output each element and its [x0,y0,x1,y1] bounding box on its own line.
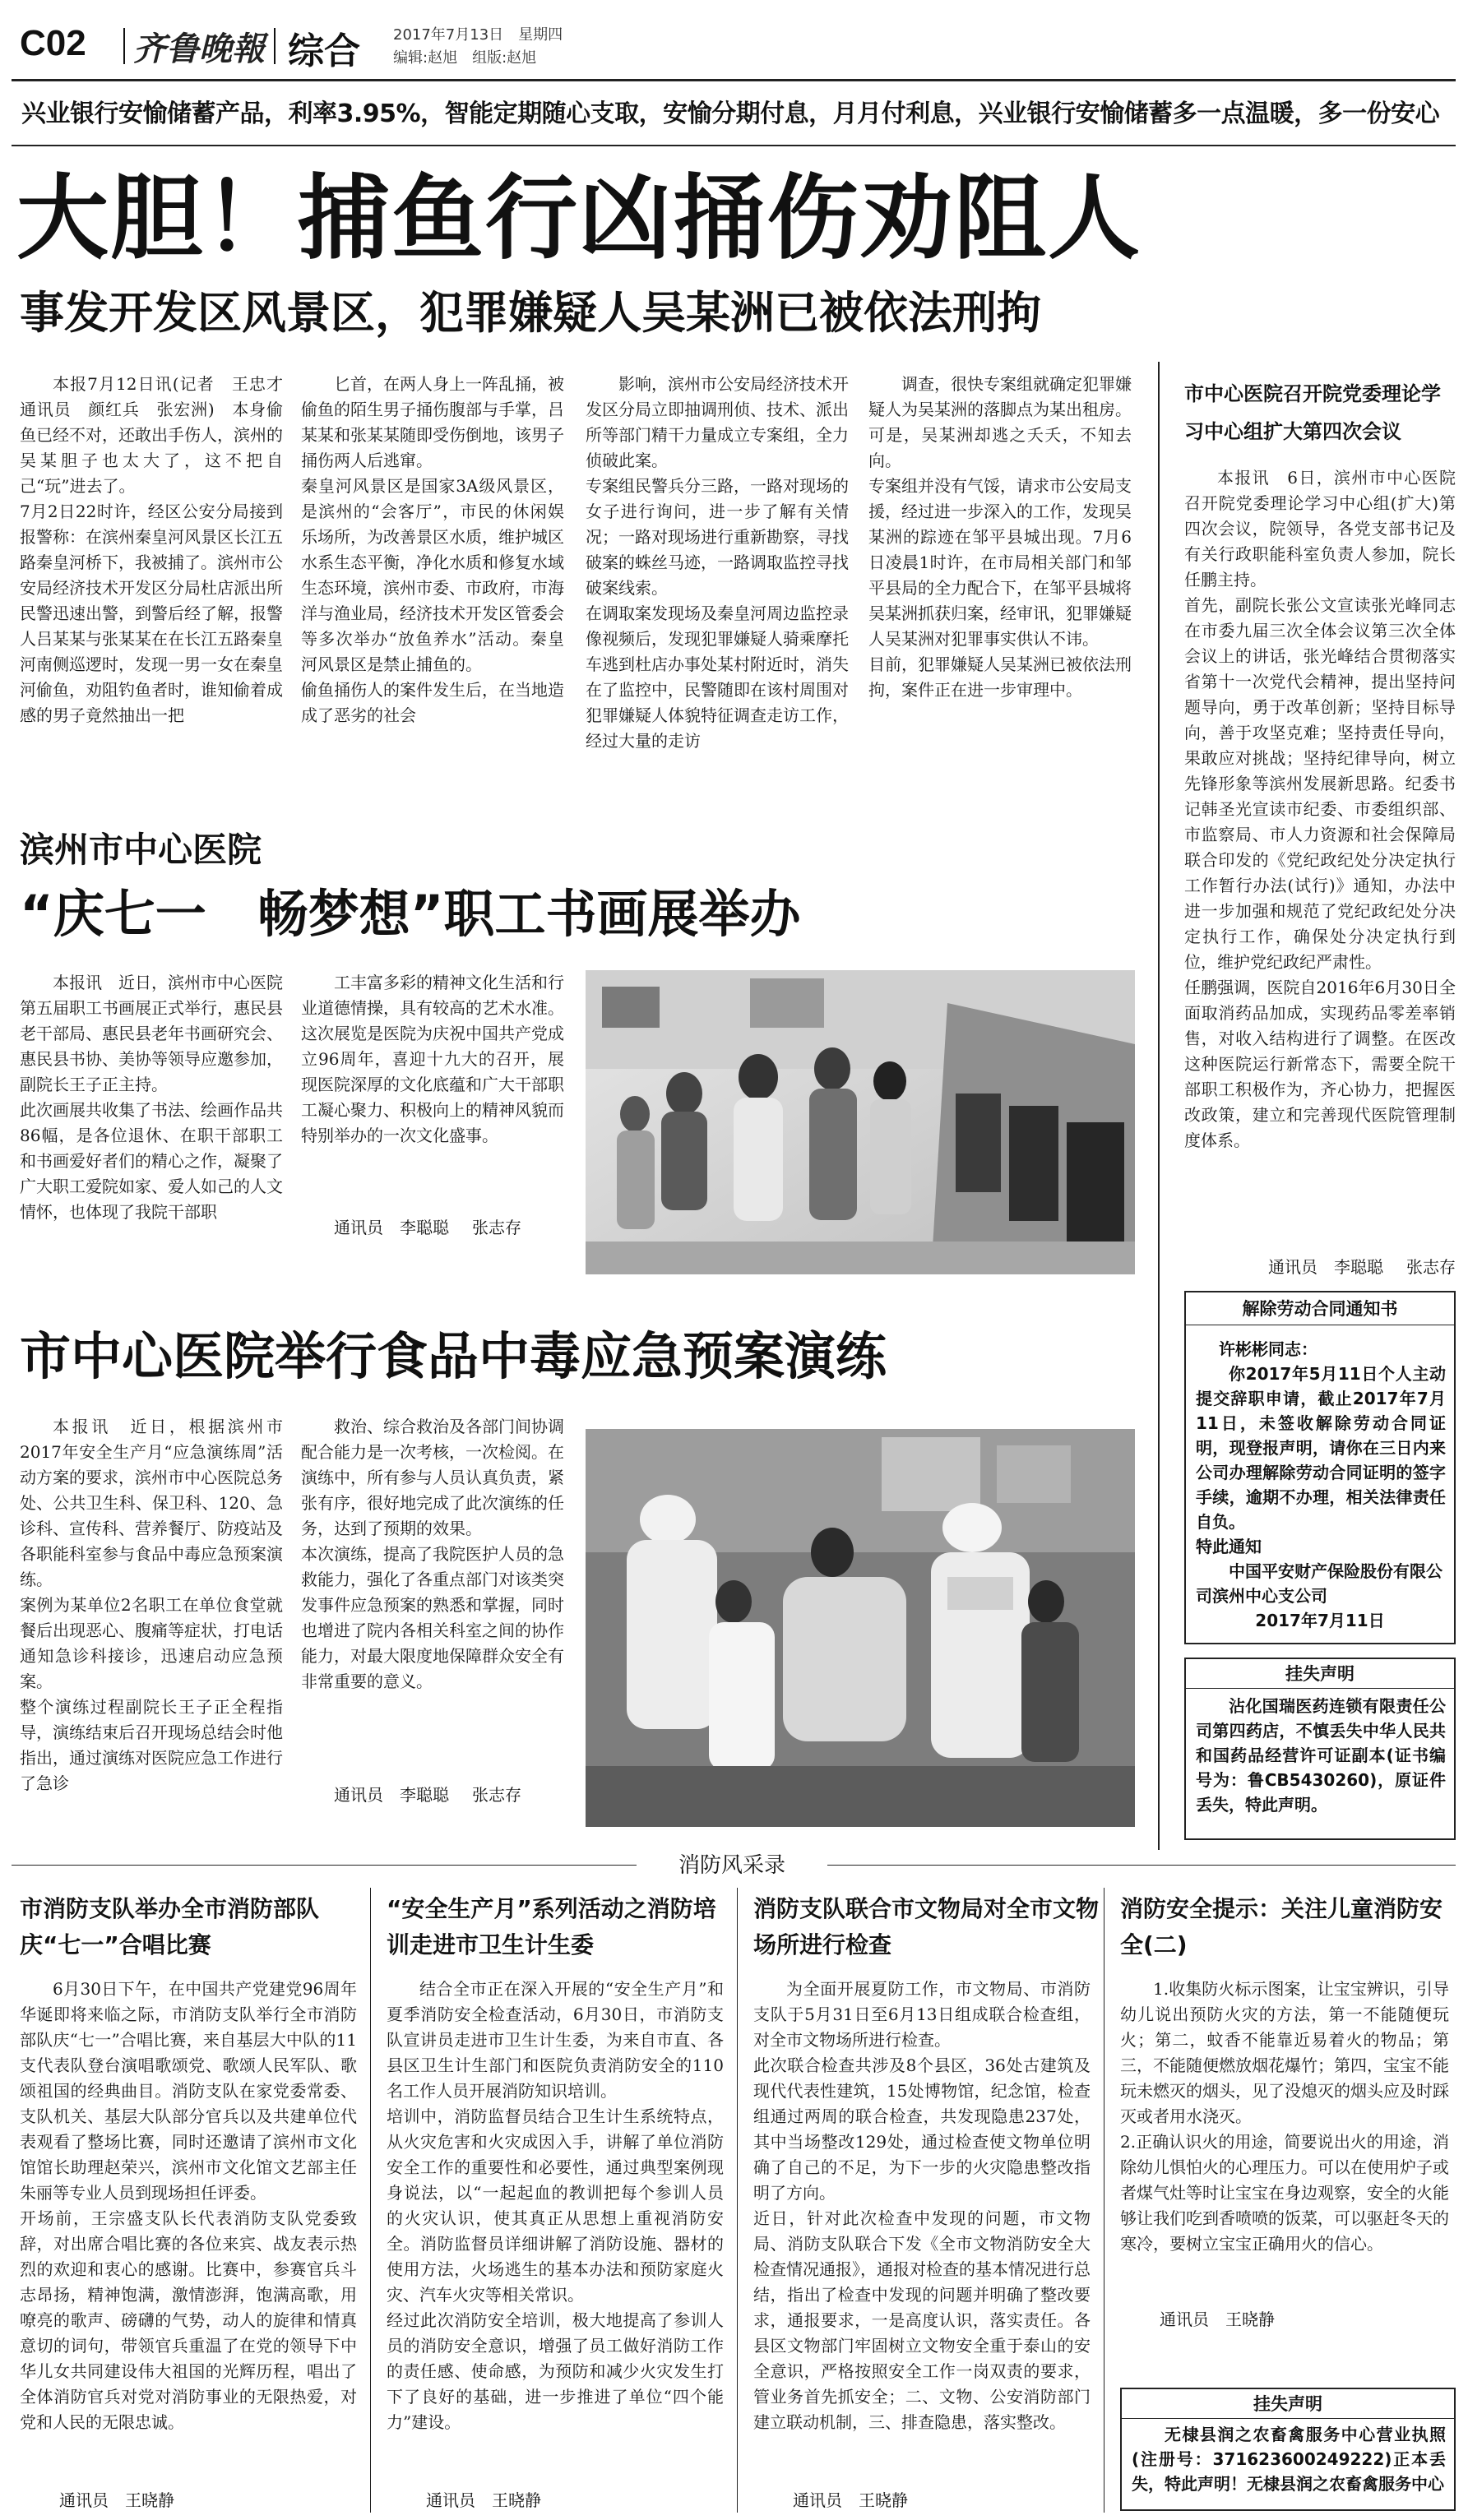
lead-col-3: 影响，滨州市公安局经济技术开发区分局立即抽调刑侦、技术、派出所等部门精干力量成立专案组，全力侦破此案。 专案组民警兵分三路，一路对现场的女子进行询问，进一步了解有关情况；一路对现场进行重新勘察，寻找破案的蛛丝马迹，一路调取监控寻找破案线索。 在调取案发现场及秦皇河周边监控录像视频后，发现犯罪嫌疑人骑乘摩托车逃到杜店办事处某村附近时，消失在了监控中，民警随即在该村周围对犯罪嫌疑人体貌特征调查走访工作，经过大量的走访 [586,374,849,751]
fire-section-rule-left [12,1865,637,1866]
fire-article-3-credit: 通讯员 王晓静 [793,2490,908,2510]
sidebar-rule [1158,362,1160,1850]
fire-article-4-credit: 通讯员 王晓静 [1160,2310,1275,2329]
credit-reporter-2: 张志存 [1406,1257,1456,1277]
lead-subhead: 事发开发区风景区，犯罪嫌疑人吴某洲已被依法刑拘 [20,287,1041,339]
art2-col-1: 本报讯 近日，滨州市中心医院第五届职工书画展正式举行，惠民县老干部局、惠民县老年书画研究会、惠民县书协、美协等领导应邀参加，副院长王子正主持。 此次画展共收集了书法、绘画作品共86幅，是各位退休、在职干部职工和书画爱好者们的精心之作，凝聚了广大职工爱院如家、爱人如己的人文情怀，也体现了我院干部职 [20,973,283,1222]
issue-date: 2017年7月13日 星期四 [393,26,563,44]
contract-notice-company: 中国平安财产保险股份有限公司滨州中心支公司 [1196,1561,1443,1606]
exhibition-photo [586,970,1135,1274]
masthead-rule [12,79,1456,81]
masthead-divider-2 [274,28,276,64]
side1-title: 市中心医院召开院党委理论学习中心组扩大第四次会议 [1184,382,1441,443]
contract-notice-body: 你2017年5月11日个人主动提交辞职申请，截止2017年7月11日，未签收解除劳动合同证明，现登报声明，请你在三日内来公司办理解除劳动合同证明的签字手续，逾期不办理，相关法律责任自负。 [1196,1364,1446,1532]
loss-notice-2-body: 无棣县润之农畜禽服务中心营业执照(注册号：371623600249222)正本丢失，特此声明！无棣县润之农畜禽服务中心 [1132,2425,1446,2494]
fire-article-1-credit: 通讯员 王晓静 [59,2490,174,2510]
contract-notice-title: 解除劳动合同通知书 [1186,1292,1454,1325]
editors: 编辑:赵旭 组版:赵旭 [393,49,537,67]
art2-credit [301,1215,564,1265]
masthead-divider [123,28,125,64]
fire-article-4-title: 消防安全提示：关注儿童消防安全(二) [1120,1895,1443,1958]
credit-reporter-2: 张志存 [472,1218,521,1237]
contract-notice-salutation: 许彬彬同志： [1219,1339,1317,1359]
side1-body: 本报讯 6日，滨州市中心医院召开院党委理论学习中心组(扩大)第四次会议，院领导，各党支部书记及有关行政职能科室负责人参加，院长任鹏主持。 首先，副院长张公文宣读张光峰同志在市委九届三次全体会议第三次全体会议上的讲话，张光峰结合贯彻落实省第十一次党代会精神，提出坚持问题导向，勇于改革创新；坚持目标导向，善于攻坚克难；坚持责任导向，果敢应对挑战；坚持纪律导向，树立先锋形象等滨州发展新思路。纪委书记韩圣光宣读市纪委、市委组织部、市监察局、市人力资源和社会保障局联合印发的《党纪政纪处分决定执行工作暂行办法(试行)》通知，办法中进一步加强和规范了党纪政纪处分决定执行工作，确保处分决定执行到位，维护党纪政纪严肃性。 任鹏强调，医院自2016年6月30日全面取消药品加成，实现药品零差率销售，对收入结构进行了调整。在医改这种医院运行新常态下，需要全院干部职工积极作为，齐心协力，把握医改政策，建立和完善现代医院管理制度体系。 [1184,468,1456,1150]
art3-col-1: 本报讯 近日，根据滨州市2017年安全生产月“应急演练周”活动方案的要求，滨州市中心医院总务处、公共卫生科、保卫科、120、急诊科、宣传科、营养餐厅、防疫站及各职能科室参与食品中毒应急预案演练。 案例为某单位2名职工在单位食堂就餐后出现恶心、腹痛等症状，打电话通知急诊科接诊，迅速启动应急预案。 整个演练过程副院长王子正全程指导，演练结束后召开现场总结会时他指出，通过演练对医院应急工作进行了急诊 [20,1417,283,1793]
credit-reporter: 通讯员 李聪聪 [1268,1257,1383,1277]
fire-article-3-body: 为全面开展夏防工作，市文物局、市消防支队于5月31日至6月13日组成联合检查组，对全市文物场所进行检查。 此次联合检查共涉及8个县区，36处古建筑及现代代表性建筑，15处博物馆，纪念馆，检查组通过两周的联合检查，共发现隐患237处，其中当场整改129处，通过检查使文物单位明确了自己的不足，为下一步的火灾隐患整改指明了方向。 近日，针对此次检查中发现的问题，市文物局、消防支队联合下发《全市文物消防安全大检查情况通报》，通报对检查的基本情况进行总结，指出了检查中发现的问题并明确了整改要求，通报要求，一是高度认识，落实责任。各县区文物部门牢固树立文物安全重于泰山的安全意识，严格按照安全工作一岗双责的要求，管业务首先抓安全；二、文物、公安消防部门建立联动机制，三、排查隐患，落实整改。 [753,1979,1091,2432]
lead-col-4: 调查，很快专案组就确定犯罪嫌疑人为吴某洲的落脚点为某出租房。可是，吴某洲却逃之夭夭，不知去向。 专案组并没有气馁，请求市公安局支援，经过进一步深入的工作，发现吴某洲的踪迹在邹平县城出现。7月6日凌晨1时许，在市局相关部门和邹平县局的全力配合下，在邹平县城将吴某洲抓获归案，经审讯，犯罪嫌疑人吴某洲对犯罪事实供认不讳。 目前，犯罪嫌疑人吴某洲已被依法刑拘，案件正在进一步审理中。 [868,374,1132,700]
paper-logo: 齐鲁晚報 [133,30,265,68]
fire-col-rule-1 [370,1888,371,2513]
credit-reporter-2: 张志存 [472,1785,521,1805]
section-name: 综合 [288,30,360,72]
contract-notice-date: 2017年7月11日 [1255,1611,1385,1630]
lead-col-1: 本报7月12日讯(记者 王忠才 通讯员 颜红兵 张宏洲) 本身偷鱼已经不对，还敢出手伤人，滨州的吴某胆子也太大了，这不把自己“玩”进去了。 7月2日22时许，经区公安分局接到报警称：在滨州秦皇河风景区长江五路秦皇河桥下，我被捕了。滨州市公安局经济技术开发区分局杜店派出所民警迅速出警，到警后经了解，报警人吕某某与张某某在在长江五路秦皇河南侧巡逻时，发现一男一女在秦皇河偷鱼，劝阻钓鱼者时，谁知偷着成感的男子竟然抽出一把 [20,374,283,725]
fire-article-2-title: “安全生产月”系列活动之消防培训走进市卫生计生委 [387,1895,716,1958]
loss-notice-2 [1120,2388,1456,2511]
fire-section-label: 消防风采录 [678,1853,785,1878]
art3-headline: 市中心医院举行食品中毒应急预案演练 [20,1326,887,1386]
loss-notice-1 [1184,1658,1456,1840]
exhibition-photo-image [586,970,1135,1274]
credit-reporter: 通讯员 李聪聪 [334,1785,449,1805]
loss-notice-2-title: 挂失声明 [1122,2389,1454,2419]
art2-col-2: 工丰富多彩的精神文化生活和行业道德情操，具有较高的艺术水准。 这次展览是医院为庆祝中国共产党成立96周年，喜迎十九大的召开，展现医院深厚的文化底蕴和广大干部职工凝心聚力、积极向上的精神风貌而特别举办的一次文化盛事。 [301,973,564,1145]
banner-rule [12,145,1456,146]
fire-article-2-body: 结合全市正在深入开展的“安全生产月”和夏季消防安全检查活动，6月30日，市消防支队宣讲员走进市卫生计生委，为来自市直、各县区卫生计生部门和医院负责消防安全的110名工作人员开展消防知识培训。 培训中，消防监督员结合卫生计生系统特点，从火灾危害和火灾成因入手，讲解了单位消防安全工作的重要性和必要性，通过典型案例现身说法，以“一起起血的教训把每个参训人员的火灾认识，使其真正从思想上重视消防安全。消防监督员详细讲解了消防设施、器材的使用方法，火场逃生的基本办法和预防家庭火灾、汽车火灾等相关常识。 经过此次消防安全培训，极大地提高了参训人员的消防安全意识，增强了员工做好消防工作的责任感、使命感，为预防和减少火灾发生打下了良好的基础，进一步推进了单位“四个能力”建设。 [387,1979,724,2432]
fire-article-3-title: 消防支队联合市文物局对全市文物场所进行检查 [753,1895,1100,1958]
loss-notice-1-body: 沾化国瑞医药连锁有限责任公司第四药店，不慎丢失中华人民共和国药品经营许可证副本(证书编号为：鲁CB5430260)，原证件丢失，特此声明。 [1196,1696,1446,1815]
drill-photo [586,1429,1135,1827]
contract-notice [1184,1291,1456,1644]
art2-headline: “庆七一 畅梦想”职工书画展举办 [20,884,801,944]
page-number: C02 [20,23,86,63]
contract-notice-closing: 特此通知 [1196,1537,1262,1556]
lead-col-2: 匕首，在两人身上一阵乱捅，被偷鱼的陌生男子捅伤腹部与手掌，吕某某和张某某随即受伤倒地，该男子捅伤两人后逃窜。 秦皇河风景区是国家3A级风景区，是滨州的“会客厅”，市民的休闲娱乐场所，为改善景区水质，维护城区水系生态平衡，净化水质和修复水域生态环境，滨州市委、市政府，市海洋与渔业局，经济技术开发区管委会等多次举办“放鱼养水”活动。秦皇河风景区是禁止捕鱼的。 偷鱼捅伤人的案件发生后，在当地造成了恶劣的社会 [301,374,564,725]
fire-section-rule-right [827,1865,1456,1866]
fire-article-1-body: 6月30日下午，在中国共产党建党96周年华诞即将来临之际，市消防支队举行全市消防部队庆“七一”合唱比赛，来自基层大中队的11支代表队登台演唱歌颂党、歌颂人民军队、歌颂祖国的经典曲目。消防支队在家党委常委、支队机关、基层大队部分官兵以及共建单位代表观看了整场比赛，同时还邀请了滨州市文化馆馆长助理赵荣兴，滨州市文化馆文艺部主任朱丽等专业人员到现场担任评委。 开场前，王宗盛支队长代表消防支队党委致辞，对出席合唱比赛的各位来宾、战友表示热烈的欢迎和衷心的感谢。比赛中，参赛官兵斗志昂扬，精神饱满，激情澎湃，饱满高歌，用嘹亮的歌声、磅礴的气势，动人的旋律和情真意切的词句，带领官兵重温了在党的领导下中华儿女共同建设伟大祖国的光辉历程，唱出了全体消防官兵对党对消防事业的无限热爱，对党和人民的无限忠诚。 [20,1979,357,2432]
side1-credit [1184,1255,1456,1283]
lead-headline: 大胆！捕鱼行凶捅伤劝阻人 [16,165,1142,272]
fire-article-4-body: 1.收集防火标示图案，让宝宝辨识，引导幼儿说出预防火灾的方法，第一不能随便玩火；第二，蚊香不能靠近易着火的物品；第三，不能随便燃放烟花爆竹；第四，宝宝不能玩未燃灭的烟头，见了没熄灭的烟头应及时踩灭或者用水浇灭。 2.正确认识火的用途，简要说出火的用途，消除幼儿惧怕火的心理压力。可以在使用炉子或者煤气灶等时让宝宝在身边观察，安全的火能够让我们吃到香喷喷的饭菜，可以驱赶冬天的寒冷，要树立宝宝正确用火的信心。 [1120,1979,1449,2254]
art2-kicker: 滨州市中心医院 [20,830,262,870]
fire-col-rule-2 [737,1888,738,2513]
masthead [0,0,1468,90]
credit-reporter: 通讯员 李聪聪 [334,1218,449,1237]
fire-article-1-title: 市消防支队举办全市消防部队庆“七一”合唱比赛 [20,1895,320,1958]
ad-banner: 兴业银行安愉储蓄产品，利率3.95%，智能定期随心支取，安愉分期付息，月月付利息，兴业银行安愉储蓄多一点温暖，多一份安心 [21,99,1440,128]
fire-article-2-credit: 通讯员 王晓静 [426,2490,541,2510]
art3-credit [301,1782,564,1832]
loss-notice-1-title: 挂失声明 [1186,1659,1454,1689]
drill-photo-image [586,1429,1135,1827]
art3-col-2: 救治、综合救治及各部门间协调配合能力是一次考核，一次检阅。在演练中，所有参与人员认真负责，紧张有序，很好地完成了此次演练的任务，达到了预期的效果。 本次演练，提高了我院医护人员的急救能力，强化了各重点部门对该类突发事件应急预案的熟悉和掌握，同时也增进了院内各相关科室之间的协作能力，对最大限度地保障群众安全有非常重要的意义。 [301,1417,564,1691]
